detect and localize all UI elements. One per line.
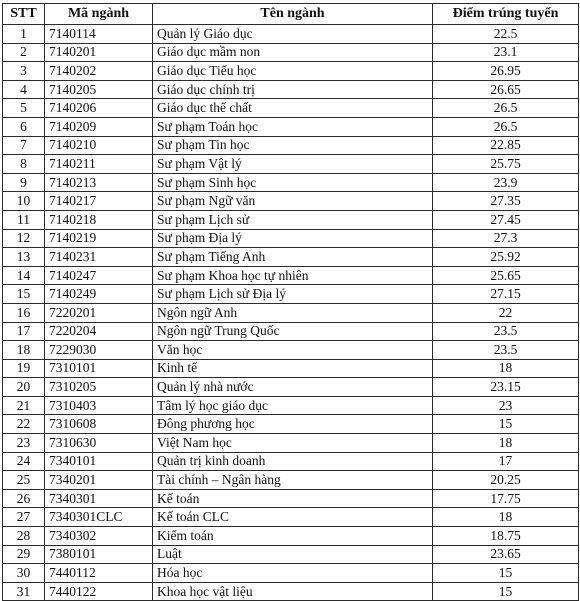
cell-stt: 26 [3, 489, 45, 508]
cell-stt: 18 [3, 341, 45, 360]
cell-stt: 20 [3, 378, 45, 397]
cell-admission-score: 15 [433, 415, 579, 434]
cell-major-name: Giáo dục chính trị [153, 80, 433, 99]
cell-admission-score: 23.65 [433, 545, 579, 564]
cell-major-code: 7140114 [45, 25, 153, 44]
cell-major-name: Kiểm toán [153, 527, 433, 546]
cell-major-name: Văn học [153, 341, 433, 360]
cell-stt: 10 [3, 192, 45, 211]
cell-stt: 7 [3, 136, 45, 155]
cell-admission-score: 20.25 [433, 471, 579, 490]
table-row [3, 471, 579, 490]
cell-major-code: 7140213 [45, 173, 153, 192]
cell-major-code: 7140247 [45, 266, 153, 285]
cell-stt: 3 [3, 62, 45, 81]
cell-admission-score: 22 [433, 303, 579, 322]
header-row [3, 4, 579, 25]
table-row [3, 155, 579, 174]
cell-admission-score: 18.75 [433, 527, 579, 546]
table-row [3, 322, 579, 341]
cell-admission-score: 25.92 [433, 248, 579, 267]
cell-major-name: Kế toán [153, 489, 433, 508]
table-row [3, 564, 579, 583]
cell-major-name: Kinh tế [153, 359, 433, 378]
header-stt: STT [3, 4, 45, 25]
cell-admission-score: 23.1 [433, 43, 579, 62]
table-row [3, 62, 579, 81]
cell-major-code: 7340101 [45, 452, 153, 471]
table-row [3, 266, 579, 285]
cell-admission-score: 23.5 [433, 341, 579, 360]
table-row [3, 582, 579, 601]
cell-major-code: 7340302 [45, 527, 153, 546]
cell-stt: 12 [3, 229, 45, 248]
cell-admission-score: 23.5 [433, 322, 579, 341]
cell-major-name: Quản lý nhà nước [153, 378, 433, 397]
cell-major-code: 7229030 [45, 341, 153, 360]
table-row [3, 136, 579, 155]
cell-major-code: 7310608 [45, 415, 153, 434]
table-row [3, 527, 579, 546]
cell-major-name: Hóa học [153, 564, 433, 583]
cell-major-name: Kế toán CLC [153, 508, 433, 527]
header-admission-score: Điểm trúng tuyển [433, 4, 579, 25]
cell-major-name: Quản trị kinh doanh [153, 452, 433, 471]
cell-major-code: 7140211 [45, 155, 153, 174]
cell-admission-score: 26.5 [433, 99, 579, 118]
cell-major-code: 7440112 [45, 564, 153, 583]
cell-admission-score: 22.5 [433, 25, 579, 44]
cell-admission-score: 25.65 [433, 266, 579, 285]
cell-admission-score: 27.45 [433, 210, 579, 229]
cell-stt: 5 [3, 99, 45, 118]
table-row [3, 173, 579, 192]
cell-stt: 25 [3, 471, 45, 490]
cell-major-code: 7140205 [45, 80, 153, 99]
cell-major-code: 7310205 [45, 378, 153, 397]
cell-admission-score: 22.85 [433, 136, 579, 155]
cell-major-code: 7220204 [45, 322, 153, 341]
table-row [3, 396, 579, 415]
cell-major-name: Quản lý Giáo dục [153, 25, 433, 44]
cell-major-code: 7340301CLC [45, 508, 153, 527]
cell-stt: 6 [3, 117, 45, 136]
table-body [3, 25, 579, 601]
cell-admission-score: 17.75 [433, 489, 579, 508]
cell-admission-score: 26.95 [433, 62, 579, 81]
table-row [3, 434, 579, 453]
cell-stt: 27 [3, 508, 45, 527]
cell-stt: 31 [3, 582, 45, 601]
header-major-code: Mã ngành [45, 4, 153, 25]
table-row [3, 285, 579, 304]
cell-major-code: 7140202 [45, 62, 153, 81]
cell-major-code: 7140209 [45, 117, 153, 136]
cell-major-code: 7340301 [45, 489, 153, 508]
cell-stt: 16 [3, 303, 45, 322]
cell-admission-score: 18 [433, 359, 579, 378]
cell-admission-score: 23.15 [433, 378, 579, 397]
cell-major-code: 7380101 [45, 545, 153, 564]
cell-admission-score: 26.65 [433, 80, 579, 99]
table-row [3, 25, 579, 44]
cell-admission-score: 15 [433, 582, 579, 601]
cell-major-name: Sư phạm Tin học [153, 136, 433, 155]
cell-major-code: 7310403 [45, 396, 153, 415]
cell-admission-score: 15 [433, 564, 579, 583]
cell-stt: 13 [3, 248, 45, 267]
table-row [3, 303, 579, 322]
cell-major-name: Tâm lý học giáo dục [153, 396, 433, 415]
table-row [3, 117, 579, 136]
cell-stt: 28 [3, 527, 45, 546]
cell-major-code: 7140217 [45, 192, 153, 211]
cell-major-code: 7440122 [45, 582, 153, 601]
cell-major-name: Khoa học vật liệu [153, 582, 433, 601]
cell-admission-score: 18 [433, 434, 579, 453]
cell-stt: 17 [3, 322, 45, 341]
cell-major-name: Việt Nam học [153, 434, 433, 453]
cell-admission-score: 23.9 [433, 173, 579, 192]
cell-stt: 2 [3, 43, 45, 62]
cell-major-name: Ngôn ngữ Anh [153, 303, 433, 322]
cell-stt: 24 [3, 452, 45, 471]
cell-major-code: 7140201 [45, 43, 153, 62]
cell-major-name: Sư phạm Địa lý [153, 229, 433, 248]
table-row [3, 545, 579, 564]
cell-major-code: 7140231 [45, 248, 153, 267]
cell-major-name: Sư phạm Ngữ văn [153, 192, 433, 211]
cell-admission-score: 18 [433, 508, 579, 527]
cell-stt: 30 [3, 564, 45, 583]
table-row [3, 452, 579, 471]
table-row [3, 378, 579, 397]
cell-major-name: Sư phạm Tiếng Anh [153, 248, 433, 267]
cell-admission-score: 27.35 [433, 192, 579, 211]
cell-stt: 14 [3, 266, 45, 285]
cell-major-name: Sư phạm Lịch sử Địa lý [153, 285, 433, 304]
cell-admission-score: 27.3 [433, 229, 579, 248]
cell-major-code: 7140249 [45, 285, 153, 304]
cell-admission-score: 25.75 [433, 155, 579, 174]
cell-major-code: 7140210 [45, 136, 153, 155]
cell-stt: 15 [3, 285, 45, 304]
cell-major-code: 7340201 [45, 471, 153, 490]
cell-major-name: Đông phương học [153, 415, 433, 434]
cell-stt: 29 [3, 545, 45, 564]
cell-stt: 9 [3, 173, 45, 192]
table-row [3, 415, 579, 434]
cell-major-name: Sư phạm Sinh học [153, 173, 433, 192]
table-row [3, 489, 579, 508]
cell-stt: 19 [3, 359, 45, 378]
cell-major-code: 7220201 [45, 303, 153, 322]
cell-major-name: Giáo dục mầm non [153, 43, 433, 62]
cell-major-code: 7310101 [45, 359, 153, 378]
cell-stt: 11 [3, 210, 45, 229]
table-row [3, 43, 579, 62]
cell-major-name: Sư phạm Toán học [153, 117, 433, 136]
table-row [3, 508, 579, 527]
table-row [3, 80, 579, 99]
cell-major-name: Giáo dục thể chất [153, 99, 433, 118]
cell-major-code: 7310630 [45, 434, 153, 453]
cell-major-name: Luật [153, 545, 433, 564]
cell-major-code: 7140206 [45, 99, 153, 118]
table-row [3, 210, 579, 229]
table-header [3, 4, 579, 25]
cell-admission-score: 17 [433, 452, 579, 471]
cell-admission-score: 26.5 [433, 117, 579, 136]
cell-stt: 22 [3, 415, 45, 434]
header-major-name: Tên ngành [153, 4, 433, 25]
cell-major-name: Sư phạm Lịch sử [153, 210, 433, 229]
cell-stt: 4 [3, 80, 45, 99]
cell-major-name: Giáo dục Tiểu học [153, 62, 433, 81]
cell-major-name: Sư phạm Khoa học tự nhiên [153, 266, 433, 285]
cell-admission-score: 23 [433, 396, 579, 415]
cell-stt: 21 [3, 396, 45, 415]
table-row [3, 99, 579, 118]
table-row [3, 359, 579, 378]
cell-admission-score: 27.15 [433, 285, 579, 304]
cell-stt: 1 [3, 25, 45, 44]
table-row [3, 229, 579, 248]
cell-major-name: Tài chính – Ngân hàng [153, 471, 433, 490]
admission-score-table [2, 3, 579, 601]
cell-stt: 23 [3, 434, 45, 453]
cell-stt: 8 [3, 155, 45, 174]
cell-major-code: 7140218 [45, 210, 153, 229]
table-row [3, 192, 579, 211]
cell-major-name: Ngôn ngữ Trung Quốc [153, 322, 433, 341]
table-row [3, 248, 579, 267]
table-row [3, 341, 579, 360]
cell-major-name: Sư phạm Vật lý [153, 155, 433, 174]
cell-major-code: 7140219 [45, 229, 153, 248]
